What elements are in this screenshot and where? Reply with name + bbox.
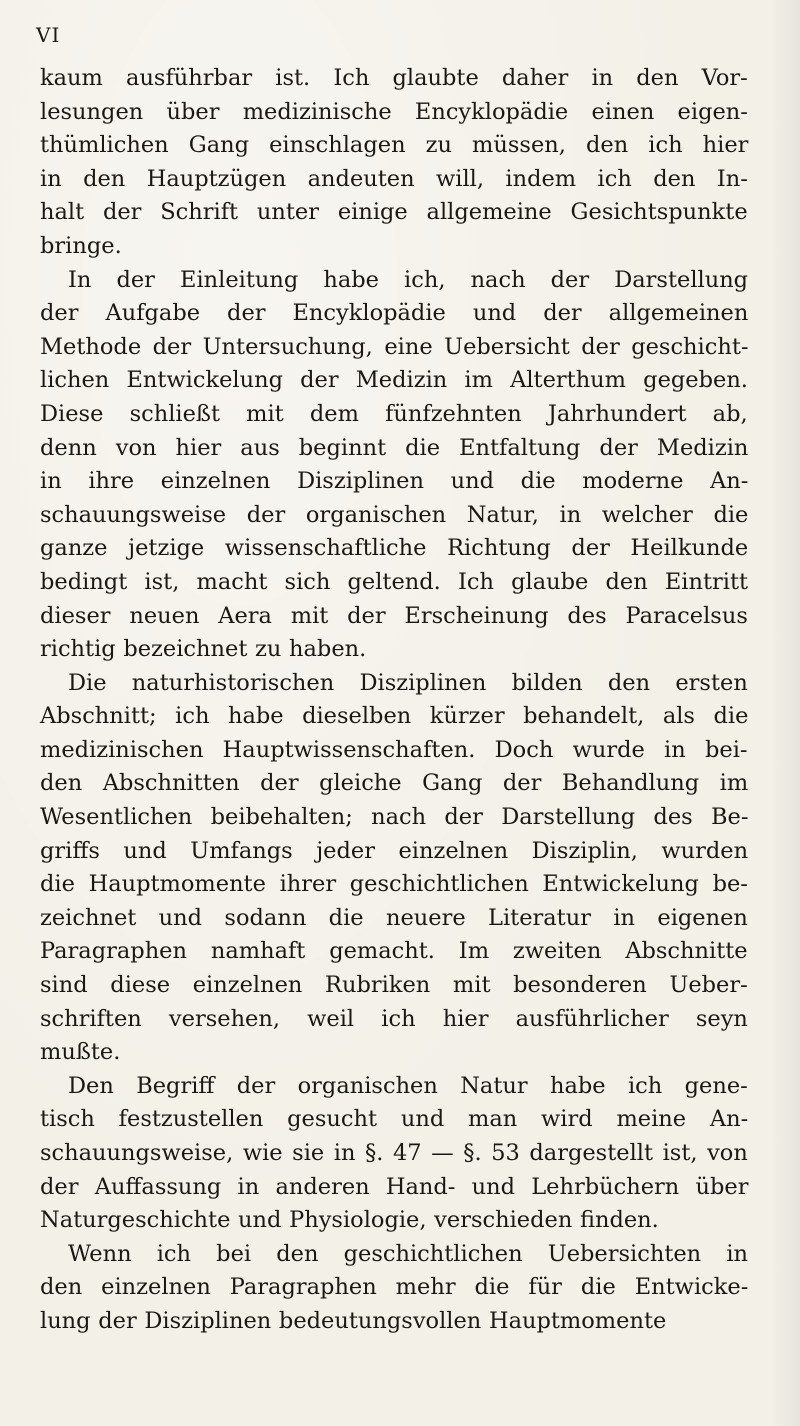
text-line: den einzelnen Paragraphen mehr die für die Entwicke- bbox=[40, 1274, 749, 1301]
page-number: VI bbox=[36, 23, 61, 47]
text-line: halt der Schrift unter einige allgemeine Gesichtspunkte bbox=[40, 199, 748, 226]
text-line: schauungsweise der organischen Natur, in welcher die bbox=[40, 501, 749, 528]
paragraph bbox=[40, 1238, 748, 1339]
text-line: lung der Disziplinen bedeutungsvollen Hauptmomente bbox=[40, 1307, 667, 1334]
text-line: ganze jetzige wissenschaftliche Richtung der Heilkunde bbox=[40, 535, 749, 562]
text-line: der Auffassung in anderen Hand- und Lehrbüchern über bbox=[40, 1173, 749, 1200]
text-line: griffs und Umfangs jeder einzelnen Disziplin, wurden bbox=[40, 837, 749, 864]
text-line: medizinischen Hauptwissenschaften. Doch wurde in bei- bbox=[40, 736, 748, 763]
text-line: Die naturhistorischen Disziplinen bilden den ersten bbox=[68, 669, 748, 696]
paragraph bbox=[40, 1070, 748, 1238]
text-line: schauungsweise, wie sie in §. 47 — §. 53 dargestellt ist, von bbox=[40, 1140, 748, 1166]
text-line: bringe. bbox=[40, 232, 122, 259]
paragraph bbox=[40, 264, 748, 667]
text-line: Methode der Untersuchung, eine Uebersicht der geschicht- bbox=[40, 333, 749, 360]
text-line: Abschnitt; ich habe dieselben kürzer behandelt, als die bbox=[40, 703, 749, 730]
paragraph bbox=[40, 62, 748, 264]
text-line: der Aufgabe der Encyklopädie und der allgemeinen bbox=[40, 300, 749, 327]
text-line: lesungen über medizinische Encyklopädie einen eigen- bbox=[40, 98, 748, 125]
text-line: die Hauptmomente ihrer geschichtlichen Entwickelung be- bbox=[40, 871, 748, 898]
text-line: In der Einleitung habe ich, nach der Darstellung bbox=[68, 266, 749, 293]
text-line: mußte. bbox=[40, 1039, 121, 1066]
text-line: in ihre einzelnen Disziplinen und die moderne An- bbox=[40, 468, 749, 495]
paragraph bbox=[40, 667, 748, 1070]
text-line: richtig bezeichnet zu haben. bbox=[40, 636, 367, 663]
text-line: zeichnet und sodann die neuere Literatur in eigenen bbox=[40, 904, 748, 931]
text-line: dieser neuen Aera mit der Erscheinung des Paracelsus bbox=[40, 602, 748, 629]
text-line: sind diese einzelnen Rubriken mit besonderen Ueber- bbox=[40, 972, 748, 999]
text-line: Den Begriff der organischen Natur habe ich gene- bbox=[68, 1072, 748, 1099]
page-edge-shadow bbox=[770, 0, 800, 1426]
text-line: Wenn ich bei den geschichtlichen Uebersichten in bbox=[68, 1240, 749, 1267]
text-line: kaum ausführbar ist. Ich glaubte daher in den Vor- bbox=[40, 65, 748, 91]
text-line: in den Hauptzügen andeuten will, indem ich den In- bbox=[40, 165, 748, 192]
text-line: lichen Entwickelung der Medizin im Alterthum gegeben. bbox=[40, 367, 748, 394]
text-line: Naturgeschichte und Physiologie, verschieden finden. bbox=[40, 1207, 659, 1234]
body-text bbox=[40, 62, 748, 1339]
text-line: bedingt ist, macht sich geltend. Ich glaube den Eintritt bbox=[40, 568, 749, 595]
text-line: Wesentlichen beibehalten; nach der Darstellung des Be- bbox=[40, 804, 749, 831]
text-line: thümlichen Gang einschlagen zu müssen, den ich hier bbox=[40, 132, 749, 159]
text-line: schriften versehen, weil ich hier ausführlicher seyn bbox=[40, 1005, 748, 1032]
text-line: tisch festzustellen gesucht und man wird meine An- bbox=[40, 1106, 749, 1133]
text-line: Diese schließt mit dem fünfzehnten Jahrhundert ab, bbox=[40, 400, 748, 427]
text-line: denn von hier aus beginnt die Entfaltung der Medizin bbox=[40, 434, 749, 461]
text-line: Paragraphen namhaft gemacht. Im zweiten Abschnitte bbox=[40, 938, 748, 965]
text-line: den Abschnitten der gleiche Gang der Behandlung im bbox=[40, 770, 749, 797]
